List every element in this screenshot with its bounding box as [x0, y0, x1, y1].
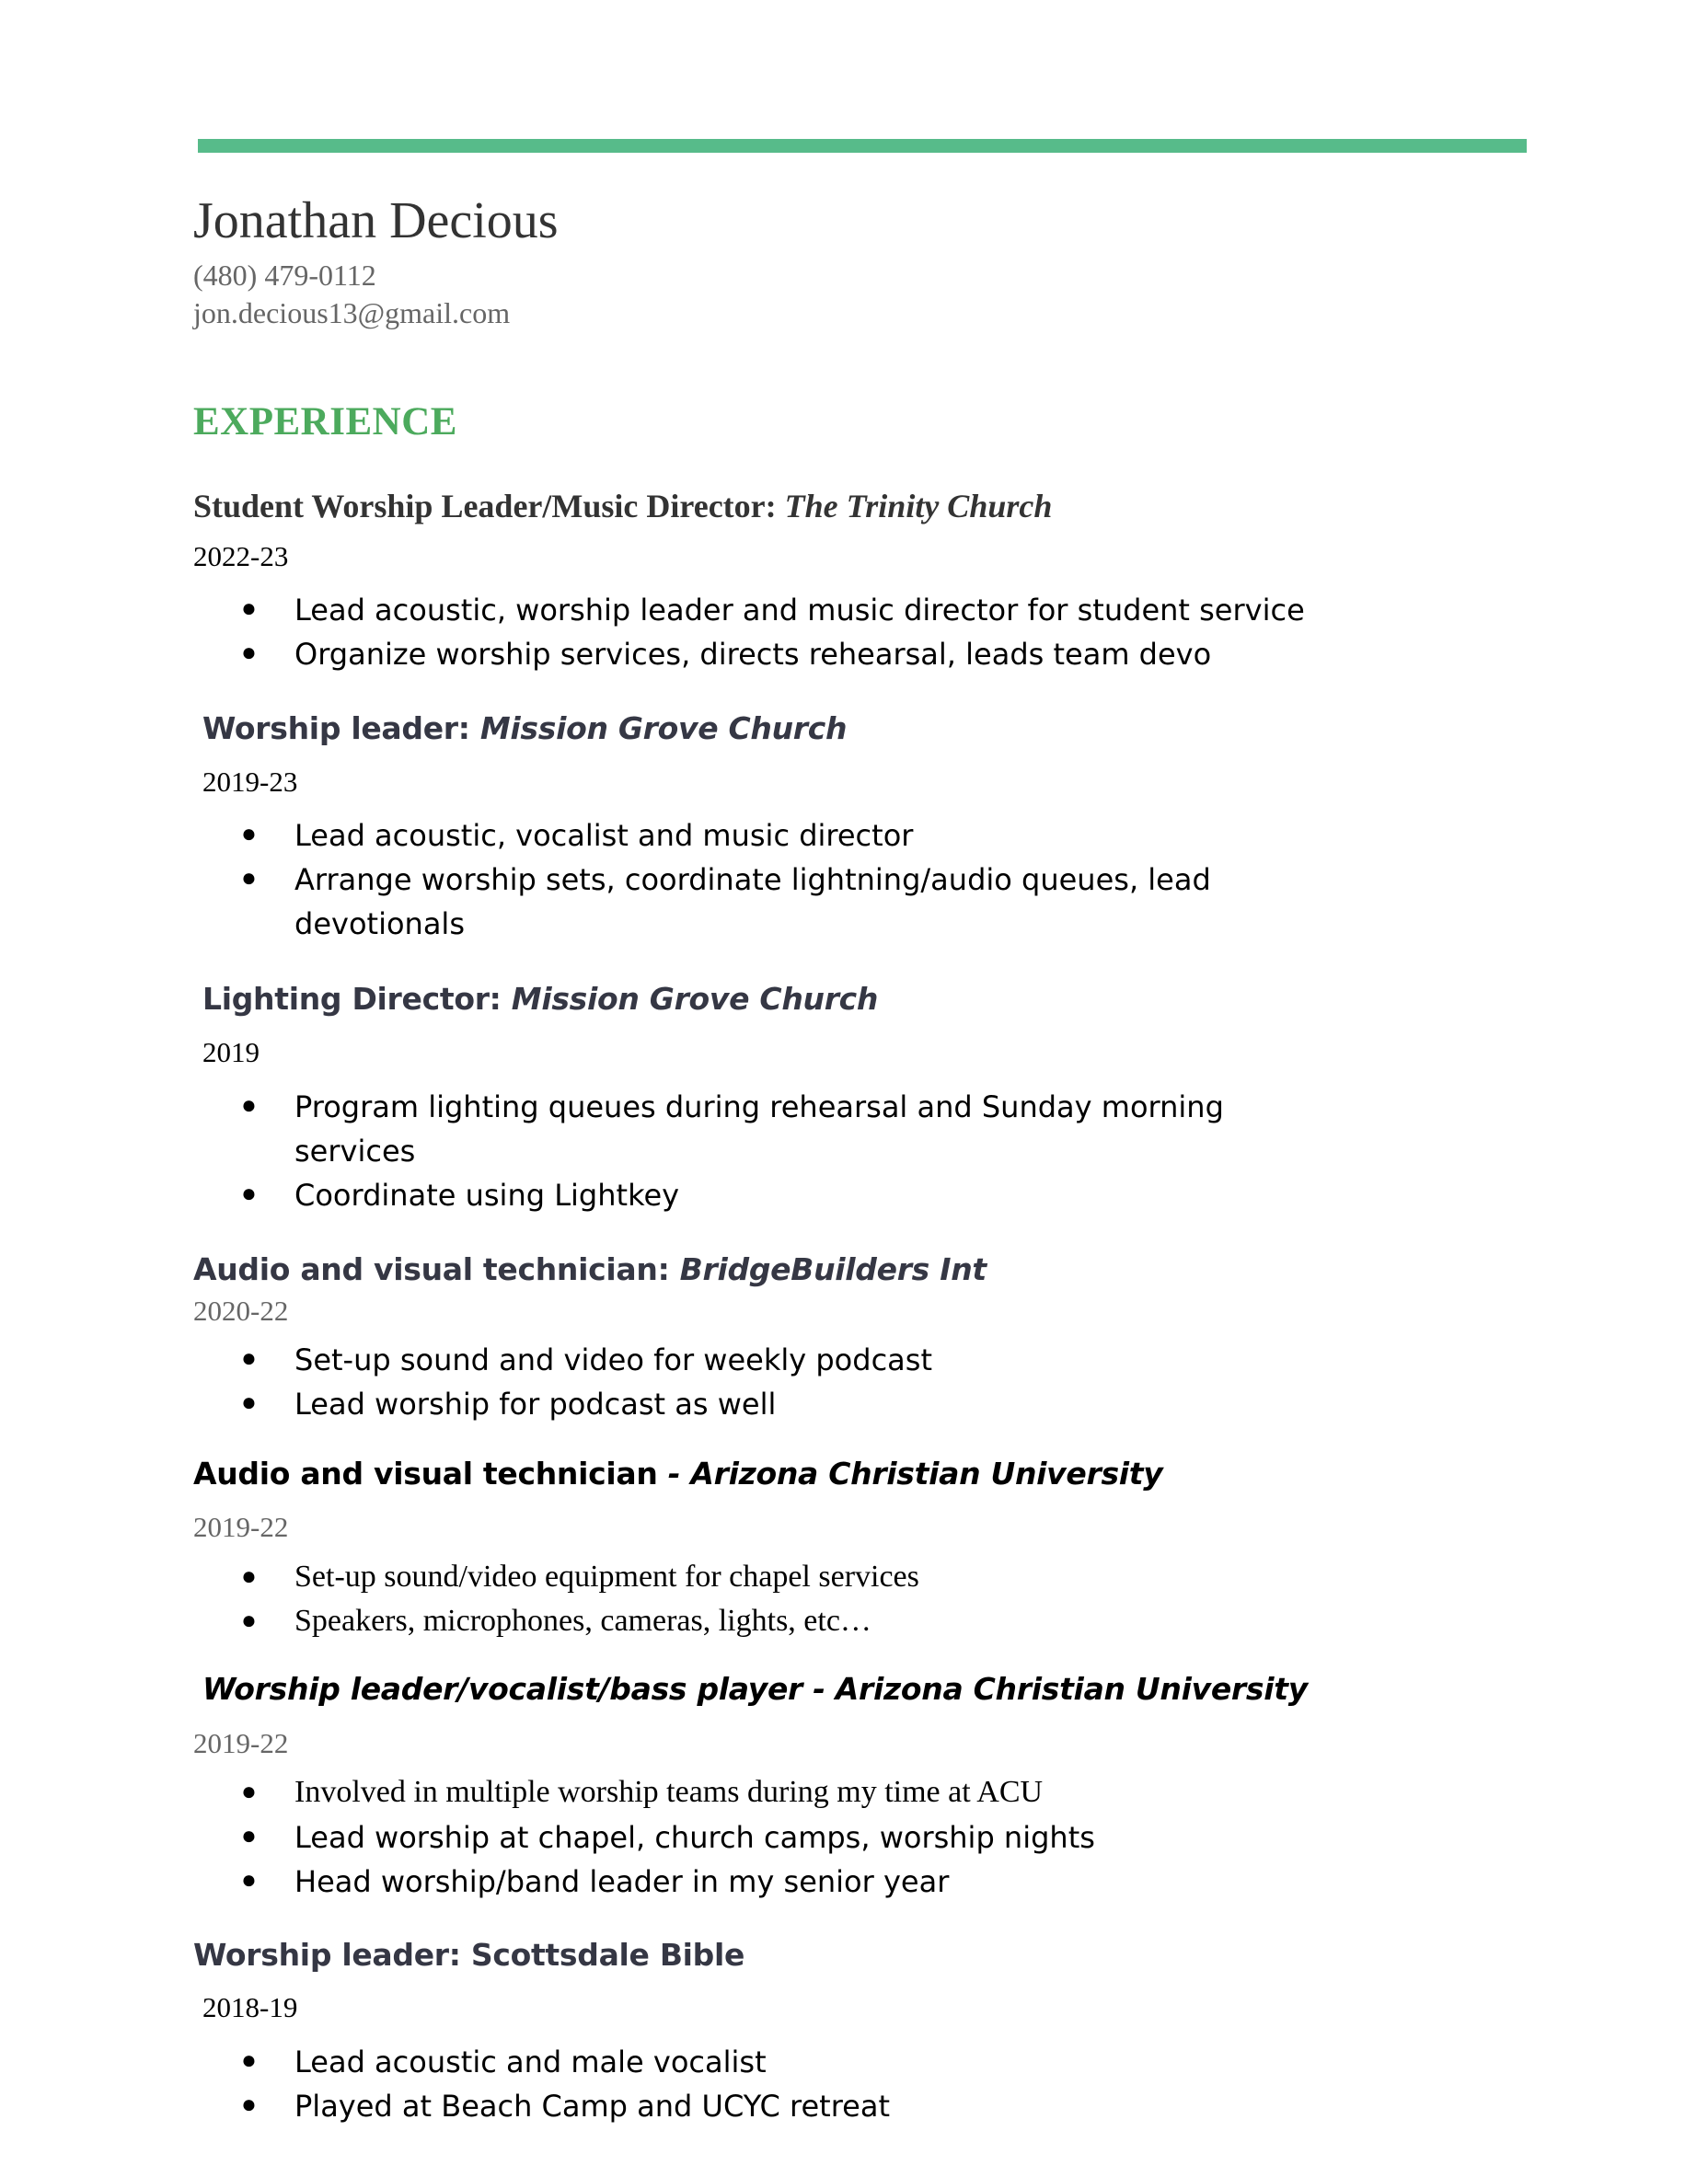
job-date: 2020-22	[193, 1295, 289, 1327]
resume-page: Jonathan Decious (480) 479-0112 jon.decious13@gmail.com EXPERIENCE Student Worship Leader/Music Director: The Trinity Church 2022-23 ● Lead acoustic, worship leader and music director for student service ● Organize worship services, directs rehearsal, leads team devo Worship leader: Mission Grove Church 2019-23 ● Lead acoustic, vocalist and music director ● Arrange worship sets, coordinate lightning/audio queues, lead devotionals Lighting Director: Mission Grove Church 2019 ● Program lighting queues during rehearsal and Sunday morning services ● Coordinate using Lightkey Audio and visual technician: BridgeBuilders Int 2020-22 ● Set-up sound and video for weekly podcast ● Lead worship for podcast as well Audio and visual technician - Arizona Christian University 2019-22 ● Set-up sound/video equipment for chapel services ● Speakers, microphones, cameras, lights, etc… Worship leader/vocalist/bass player - Arizona Christian University 2019-22 ● Involved in multiple worship teams during my time at ACU ● Lead worship at chapel, church camps, worship nights ● Head worship/band leader in my senior year Worship leader: Scottsdale Bible 2018-19 ● Lead acoustic and male vocalist ● Played at Beach Camp and UCYC retreat	[0, 0, 1708, 2177]
job-title	[202, 710, 848, 746]
job-title	[193, 1251, 987, 1287]
job-org: The Trinity Church	[784, 488, 1053, 524]
job-org: Worship leader/vocalist/bass player - Arizona Christian University	[202, 1671, 1308, 1707]
job-date: 2019-22	[193, 1727, 289, 1759]
job-date: 2022-23	[193, 540, 289, 572]
job-org: Mission Grove Church	[479, 710, 848, 746]
job-role: Student Worship Leader/Music Director:	[193, 488, 785, 524]
job-title	[202, 981, 879, 1017]
job-date: 2019	[202, 1036, 260, 1068]
job-role: Audio and visual technician:	[193, 1251, 680, 1287]
job-date: 2019-23	[202, 766, 298, 798]
job-title	[193, 1456, 1163, 1492]
job-role: Worship leader:	[202, 710, 480, 746]
job-org: - Arizona Christian University	[667, 1456, 1163, 1492]
job-role: Worship leader: Scottsdale Bible	[193, 1937, 745, 1973]
section-heading-experience: EXPERIENCE	[193, 400, 457, 443]
job-title	[193, 1937, 745, 1973]
email-address: jon.decious13@gmail.com	[193, 296, 511, 329]
job-org: BridgeBuilders Int	[679, 1251, 987, 1287]
job-date: 2019-22	[193, 1511, 289, 1543]
phone-number: (480) 479-0112	[193, 259, 376, 292]
job-date: 2018-19	[202, 1991, 298, 2023]
candidate-name: Jonathan Decious	[193, 192, 559, 249]
job-role: Audio and visual technician	[193, 1456, 668, 1492]
job-title	[193, 490, 1052, 523]
job-role: Lighting Director:	[202, 981, 512, 1017]
job-title	[202, 1671, 1308, 1707]
accent-bar	[198, 139, 1527, 153]
job-org: Mission Grove Church	[511, 981, 879, 1017]
